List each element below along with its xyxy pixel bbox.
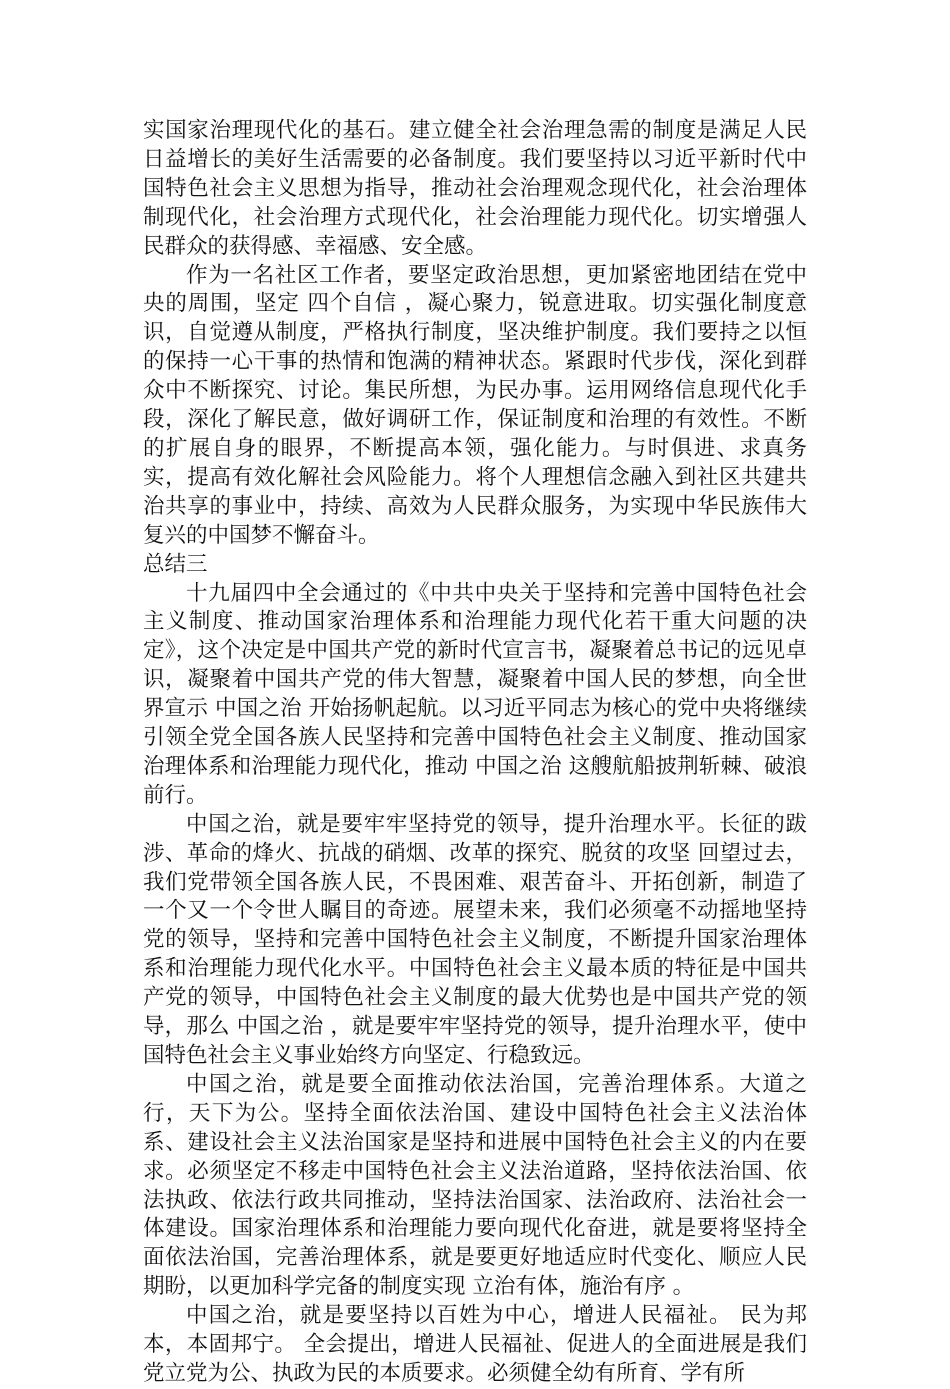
section-heading-summary-three: 总结三 <box>143 551 208 577</box>
document-page <box>143 117 807 1389</box>
paragraph-community-worker: 作为一名社区工作者，要坚定政治思想，更加紧密地团结在党中央的周围，坚定 四个自信 ，凝心聚力，锐意进取。切实强化制度意识，自觉遵从制度，严格执行制度，坚决维护制度。我们要持之以恒的保持一心干事的热情和饱满的精神状态。紧跟时代步伐，深化到群众中不断探究、讨论。集民所想，为民办事。运用网络信息现代化手段，深化了解民意，做好调研工作，保证制度和治理的有效性。不断的扩展自身的眼界，不断提高本领，强化能力。与时俱进、求真务实，提高有效化解社会风险能力。将个人理想信念融入到社区共建共治共享的事业中，持续、高效为人民群众服务，为实现中华民族伟大复兴的中国梦不懈奋斗。 <box>143 262 807 548</box>
paragraph-party-leadership: 中国之治，就是要牢牢坚持党的领导，提升治理水平。长征的跋涉、革命的烽火、抗战的硝烟、改革的探究、脱贫的攻坚 回望过去，我们党带领全国各族人民，不畏困难、艰苦奋斗、开拓创新，制造了一个又一个令世人瞩目的奇迹。展望未来，我们必须毫不动摇地坚持党的领导，坚持和完善中国特色社会主义制度，不断提升国家治理体系和治理能力现代化水平。中国特色社会主义最本质的特征是中国共产党的领导，中国特色社会主义制度的最大优势也是中国共产党的领导，那么 中国之治 ，就是要牢牢坚持党的领导，提升治理水平，使中国特色社会主义事业始终方向坚定、行稳致远。 <box>143 811 807 1068</box>
paragraph-people-wellbeing: 中国之治，就是要坚持以百姓为中心，增进人民福祉。 民为邦本，本固邦宁。 全会提出，增进人民福祉、促进人的全面进展是我们党立党为公、执政为民的本质要求。必须健全幼有所育、学有所 <box>143 1303 807 1386</box>
paragraph-rule-of-law: 中国之治，就是要全面推动依法治国，完善治理体系。大道之行，天下为公。坚持全面依法治国、建设中国特色社会主义法治体系、建设社会主义法治国家是坚持和进展中国特色社会主义的内在要求。必须坚定不移走中国特色社会主义法治道路，坚持依法治国、依法执政、依法行政共同推动，坚持法治国家、法治政府、法治社会一体建设。国家治理体系和治理能力要向现代化奋进，就是要将坚持全面依法治国，完善治理体系，就是要更好地适应时代变化、顺应人民期盼，以更加科学完备的制度实现 立治有体，施治有序 。 <box>143 1071 807 1300</box>
paragraph-continuation: 实国家治理现代化的基石。建立健全社会治理急需的制度是满足人民日益增长的美好生活需要的必备制度。我们要坚持以习近平新时代中国特色社会主义思想为指导，推动社会治理观念现代化，社会治理体制现代化，社会治理方式现代化，社会治理能力现代化。切实增强人民群众的获得感、幸福感、安全感。 <box>143 118 807 259</box>
paragraph-fourth-plenary: 十九届四中全会通过的《中共中央关于坚持和完善中国特色社会主义制度、推动国家治理体系和治理能力现代化若干重大问题的决定》，这个决定是中国共产党的新时代宣言书，凝聚着总书记的远见卓识，凝聚着中国共产党的伟大智慧，凝聚着中国人民的梦想，向全世界宣示 中国之治 开始扬帆起航。以习近平同志为核心的党中央将继续引领全党全国各族人民坚持和完善中国特色社会主义制度、推动国家治理体系和治理能力现代化，推动 中国之治 这艘航船披荆斩棘、破浪前行。 <box>143 580 807 808</box>
